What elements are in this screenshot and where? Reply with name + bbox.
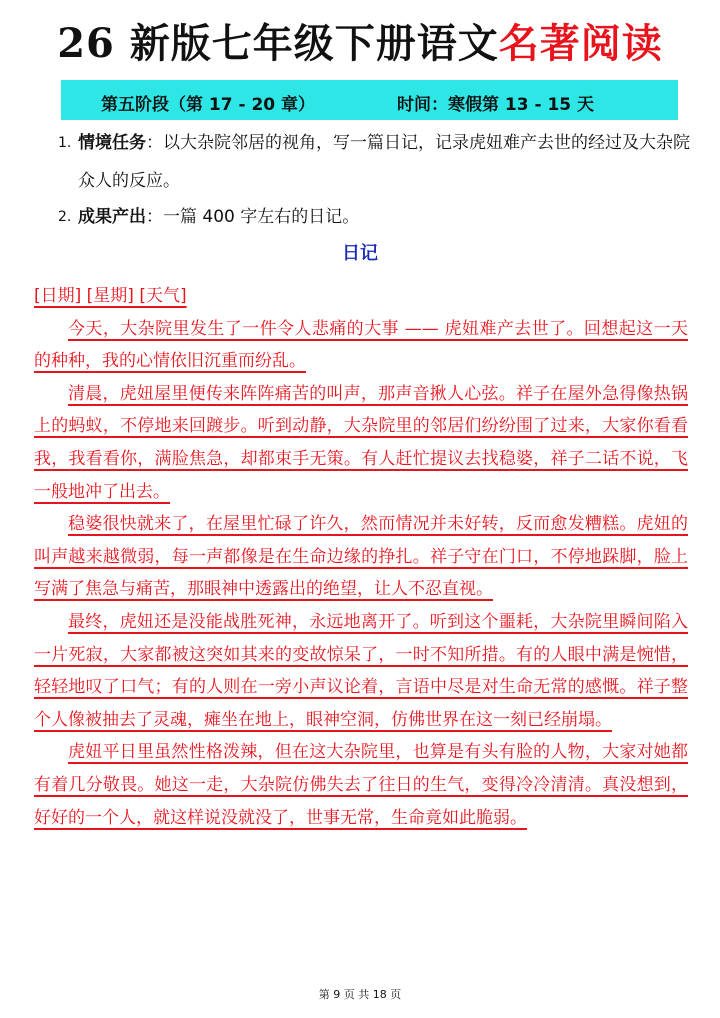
task-text: ：以大杂院邻居的视角，写一篇日记，记录虎妞难产去世的经过及大杂院众人的反应。 [78, 133, 690, 191]
task-number: 2. [58, 209, 72, 225]
diary-title: 日记 [342, 243, 378, 264]
title-highlight: 名著阅读 [498, 20, 663, 67]
diary-paragraph: 今天，大杂院里发生了一件令人悲痛的大事 —— 虎妞难产去世了。回想起这一天的种种，我的心情依旧沉重而纷乱。 [34, 318, 688, 372]
task-label: 成果产出 [78, 207, 146, 227]
diary-paragraph: 清晨，虎妞屋里便传来阵阵痛苦的叫声，那声音揪人心弦。祥子在屋外急得像热锅上的蚂蚁，不停地来回踱步。听到动静，大杂院里的邻居们纷纷围了过来，大家你看看我，我看看你，满脸焦急，却都束手无策。有人赶忙提议去找稳婆，祥子二话不说，飞一般地冲了出去。 [34, 383, 688, 502]
page-footer: 第 9 页 共 18 页 [318, 988, 402, 1001]
time-label: 时间：寒假第 13 - 15 天 [397, 95, 595, 115]
diary-heading: [日期] [星期] [天气] [34, 286, 187, 306]
diary-paragraph: 最终，虎妞还是没能战胜死神，永远地离开了。听到这个噩耗，大杂院里瞬间陷入一片死寂，大家都被这突如其来的变故惊呆了，一时不知所措。有的人眼中满是惋惜，轻轻地叹了口气；有的人则在一旁小声议论着，言语中尽是对生命无常的感慨。祥子整个人像被抽去了灵魂，瘫坐在地上，眼神空洞，仿佛世界在这一刻已经崩塌。 [34, 611, 688, 730]
task-item [58, 124, 698, 200]
diary-paragraph: 虎妞平日里虽然性格泼辣，但在这大杂院里，也算是有头有脸的人物，大家对她都有着几分敬畏。她这一走，大杂院仿佛失去了往日的生气，变得冷冷清清。真没想到，好好的一个人，就这样说没就没了，世事无常，生命竟如此脆弱。 [34, 742, 688, 828]
task-item [58, 198, 698, 236]
title-main: 26 新版七年级下册语文 [57, 20, 499, 67]
stage-label: 第五阶段（第 17 - 20 章） [101, 95, 316, 115]
stage-banner [61, 80, 678, 120]
task-text: ：一篇 400 字左右的日记。 [146, 207, 360, 227]
task-label: 情境任务 [78, 133, 146, 153]
diary-body [34, 280, 688, 834]
task-number: 1. [58, 135, 72, 151]
page-title [0, 18, 720, 70]
diary-paragraph: 稳婆很快就来了，在屋里忙碌了许久，然而情况并未好转，反而愈发糟糕。虎妞的叫声越来越微弱，每一声都像是在生命边缘的挣扎。祥子守在门口，不停地跺脚，脸上写满了焦急与痛苦，那眼神中透露出的绝望，让人不忍直视。 [34, 514, 688, 600]
